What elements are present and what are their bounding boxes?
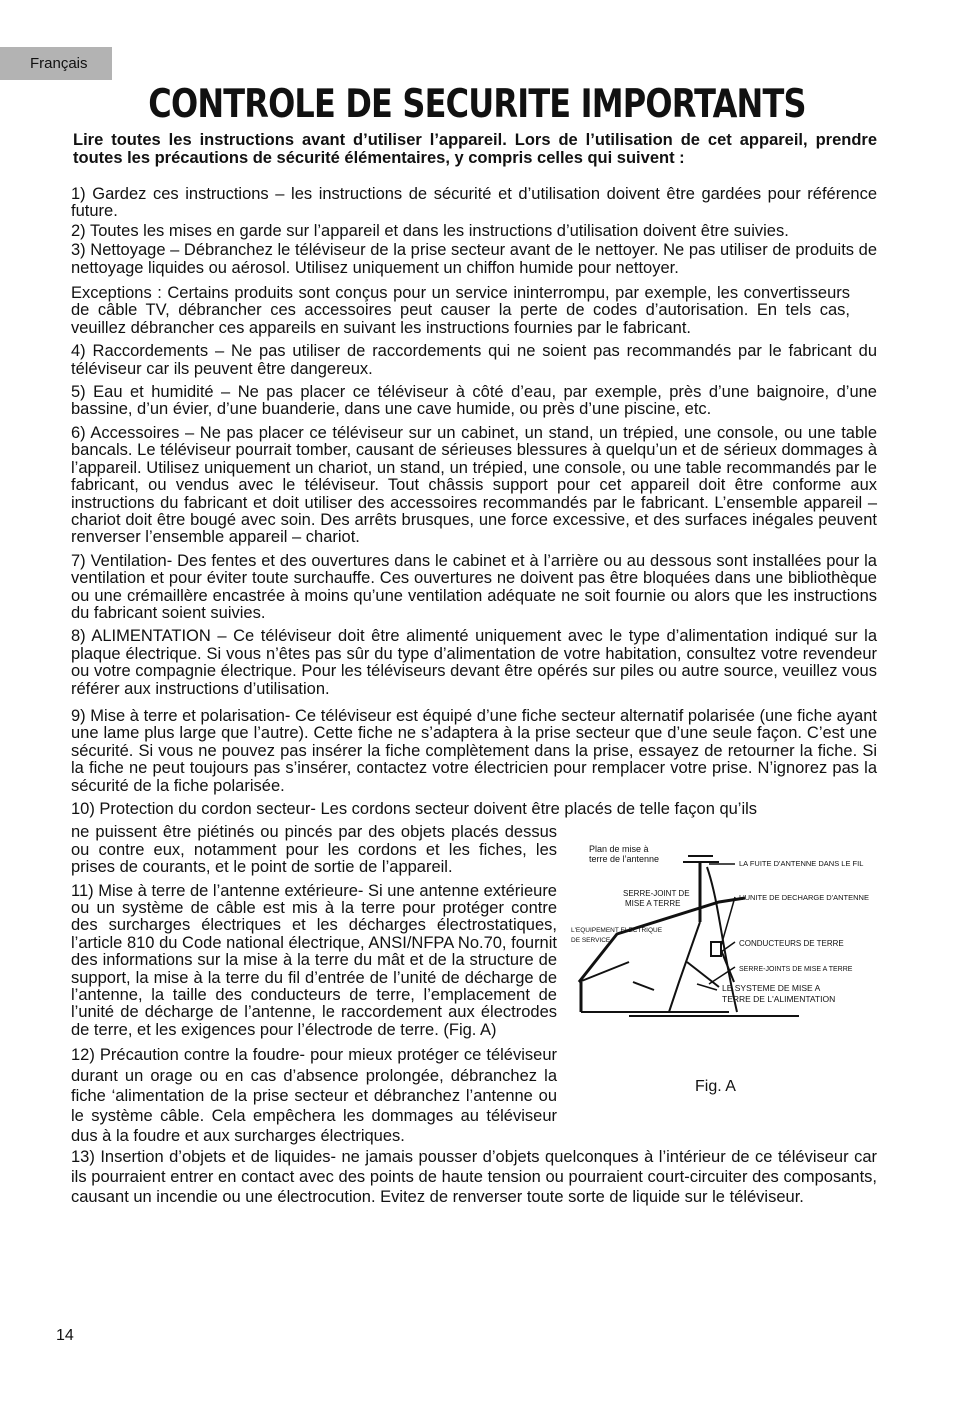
item-4: 4) Raccordements – Ne pas utiliser de raccordements qui ne soient pas recommandés par le fabricant du téléviseur car ils peuvent être dangereux. <box>71 342 877 378</box>
item-5: 5) Eau et humidité – Ne pas placer ce téléviseur à côté d’eau, par exemple, près d’une baignoire, d’une bassine, d’un évier, d’une buanderie, dans une cave humide, ou près d’une piscine, etc. <box>71 383 877 419</box>
label-discharge-unit: L'UNITE DE DECHARGE D'ANTENNE <box>739 893 869 903</box>
item-6: 6) Accessoires – Ne pas placer ce téléviseur sur un cabinet, un stand, un trépied, une console, ou une table bancals. Le téléviseur pourrait tomber, causant de sérieuses blessures à quelqu’un et de sérieux dommages à l’appareil. Utilisez uniquement un chariot, un stand, un trépied, une console, ou une table recommandés par le fabricant, ou vendus avec le téléviseur. Tout châssis support pour cet appareil doit être conforme aux instructions du fabricant et doit utiliser des accessoires recommandés par le fabricant. L’ensemble appareil – chariot doit être bougé avec soin. Des arrêts brusques, une force excessive, et des surfaces inégales peuvent renverser l’ensemble appareil – chariot. <box>71 423 877 547</box>
label-lead-in-wire: LA FUITE D'ANTENNE DANS LE FIL <box>739 859 864 869</box>
item-13: 13) Insertion d’objets et de liquides- ne jamais pousser d’objets quelconques à l’intérieur de ce téléviseur car ils pourraient entrer en contact avec des points de haute tension ou pourraient court-circuiter des composants, causant un incendie ou une électrocution. Evitez de renverser toute sorte de liquide sur le téléviseur. <box>71 1147 877 1207</box>
label-clamp-1: SERRE-JOINT DE <box>623 889 690 899</box>
item-8: 8) ALIMENTATION – Ce téléviseur doit être alimenté uniquement avec le type d’alimentation indiqué sur la plaque électrique. Si vous n’êtes pas sûr du type d’alimentation de votre habitation, consultez votre revendeur ou votre compagnie électrique. Pour les téléviseurs devant être opérés sur piles ou autre source, veuillez vous référer aux instructions d’utilisation. <box>71 627 877 698</box>
label-equipment-1: L'EQUIPEMENT ELECTRIQUE <box>571 927 663 935</box>
exceptions-paragraph: Exceptions : Certains produits sont conçus pour un service ininterrompu, par exemple, les convertisseurs de câble TV, débrancher ces accessoires peut causer la perte de codes d’autorisation. En tels cas, veuillez débrancher ces appareils en suivant les instructions fournies par le fabricant. <box>71 284 850 337</box>
label-power-ground-1: LE SYSTEME DE MISE A <box>722 983 821 994</box>
antenna-grounding-diagram <box>569 842 889 1078</box>
figure-caption: Fig. A <box>695 1078 736 1096</box>
label-clamps: SERRE-JOINTS DE MISE A TERRE <box>739 966 853 974</box>
item-1: 1) Gardez ces instructions – les instructions de sécurité et d’utilisation doivent être gardées pour référence future. <box>71 185 877 221</box>
item-11: 11) Mise à terre de l’antenne extérieure- Si une antenne extérieure ou un système de câble est mis à la terre pour protéger contre des surcharges électriques et les décharges électrostatiques, l’article 810 du Code national électrique, ANSI/NFPA No.70, fournit des informations sur la mise à la terre du mât et de la structure de support, la mise à la terre du fil d’entrée de l’unité de décharge de l’antenne, la taille des conducteurs de terre, l’emplacement de l’unité de décharge de l’antenne, le raccordement aux électrodes de terre, et les exigences pour l’électrode de terre. (Fig. A) <box>71 881 557 1039</box>
item-7: 7) Ventilation- Des fentes et des ouvertures dans le cabinet et à l’arrière ou au dessous sont installées pour la ventilation et pour éviter toute surchauffe. Ces ouvertures ne doivent pas être bloquées dans une bibliothèque ou une crémaillère encastrée à moins qu’une ventilation adéquate ne soit fournie ou alors que les instructions du fabricant soient suivies. <box>71 551 877 622</box>
label-mast-ground-1: Plan de mise à <box>589 844 649 855</box>
figure-antenna-grounding <box>569 842 889 1114</box>
page-number: 14 <box>56 1327 74 1344</box>
item-3: 3) Nettoyage – Débranchez le téléviseur de la prise secteur avant de le nettoyer. Ne pas utiliser de produits de nettoyage liquides ou aérosol. Utilisez uniquement un chiffon humide pour nettoyer. <box>71 241 877 277</box>
item-10-rest: ne puissent être piétinés ou pincés par des objets placés dessus ou contre eux, notamment pour les cordons et les fiches, les prises de courants, et le point de sortie de l’appareil. <box>71 823 557 877</box>
item-12: 12) Précaution contre la foudre- pour mieux protéger ce téléviseur durant un orage ou en cas d’absence prolongée, débranchez la fiche ‘alimentation de la prise secteur et débranchez l’antenne ou le système câble. Cela empêchera les dommages au téléviseur dus à la foudre et aux surcharges électriques. <box>71 1046 557 1146</box>
label-conductors: CONDUCTEURS DE TERRE <box>739 939 844 949</box>
label-clamp-2: MISE A TERRE <box>625 899 681 909</box>
item-9: 9) Mise à terre et polarisation- Ce téléviseur est équipé d’une fiche secteur alternatif polarisée (une fiche ayant une lame plus large que l’autre). Cette fiche ne s’adaptera à la prise secteur que d’une seule façon. C’est une sécurité. Si vous ne pouvez pas insérer la fiche complètement dans la prise, essayez de retourner la fiche. Si la fiche ne peut toujours pas s’insérer, contactez votre électricien pour remplacer votre prise. N’ignorez pas la sécurité de la fiche polarisée. <box>71 706 877 795</box>
label-power-ground-2: TERRE DE L'ALIMENTATION <box>722 994 836 1005</box>
item-10-first-line: 10) Protection du cordon secteur- Les cordons secteur doivent être placés de telle façon qu’ils <box>71 800 758 818</box>
language-tab: Français <box>0 47 112 80</box>
label-mast-ground-2: terre de l’antenne <box>589 854 660 865</box>
intro-paragraph: Lire toutes les instructions avant d’utiliser l’appareil. Lors de l’utilisation de cet appareil, prendre toutes les précautions de sécurité élémentaires, y compris celles qui suivent : <box>73 131 877 167</box>
page-title: CONTROLE DE SECURITE IMPORTANTS <box>148 82 806 127</box>
label-equipment-2: DE SERVICE <box>571 937 611 945</box>
item-2: 2) Toutes les mises en garde sur l’appareil et dans les instructions d’utilisation doivent être suivies. <box>71 221 789 240</box>
instructions-body <box>71 186 877 1208</box>
